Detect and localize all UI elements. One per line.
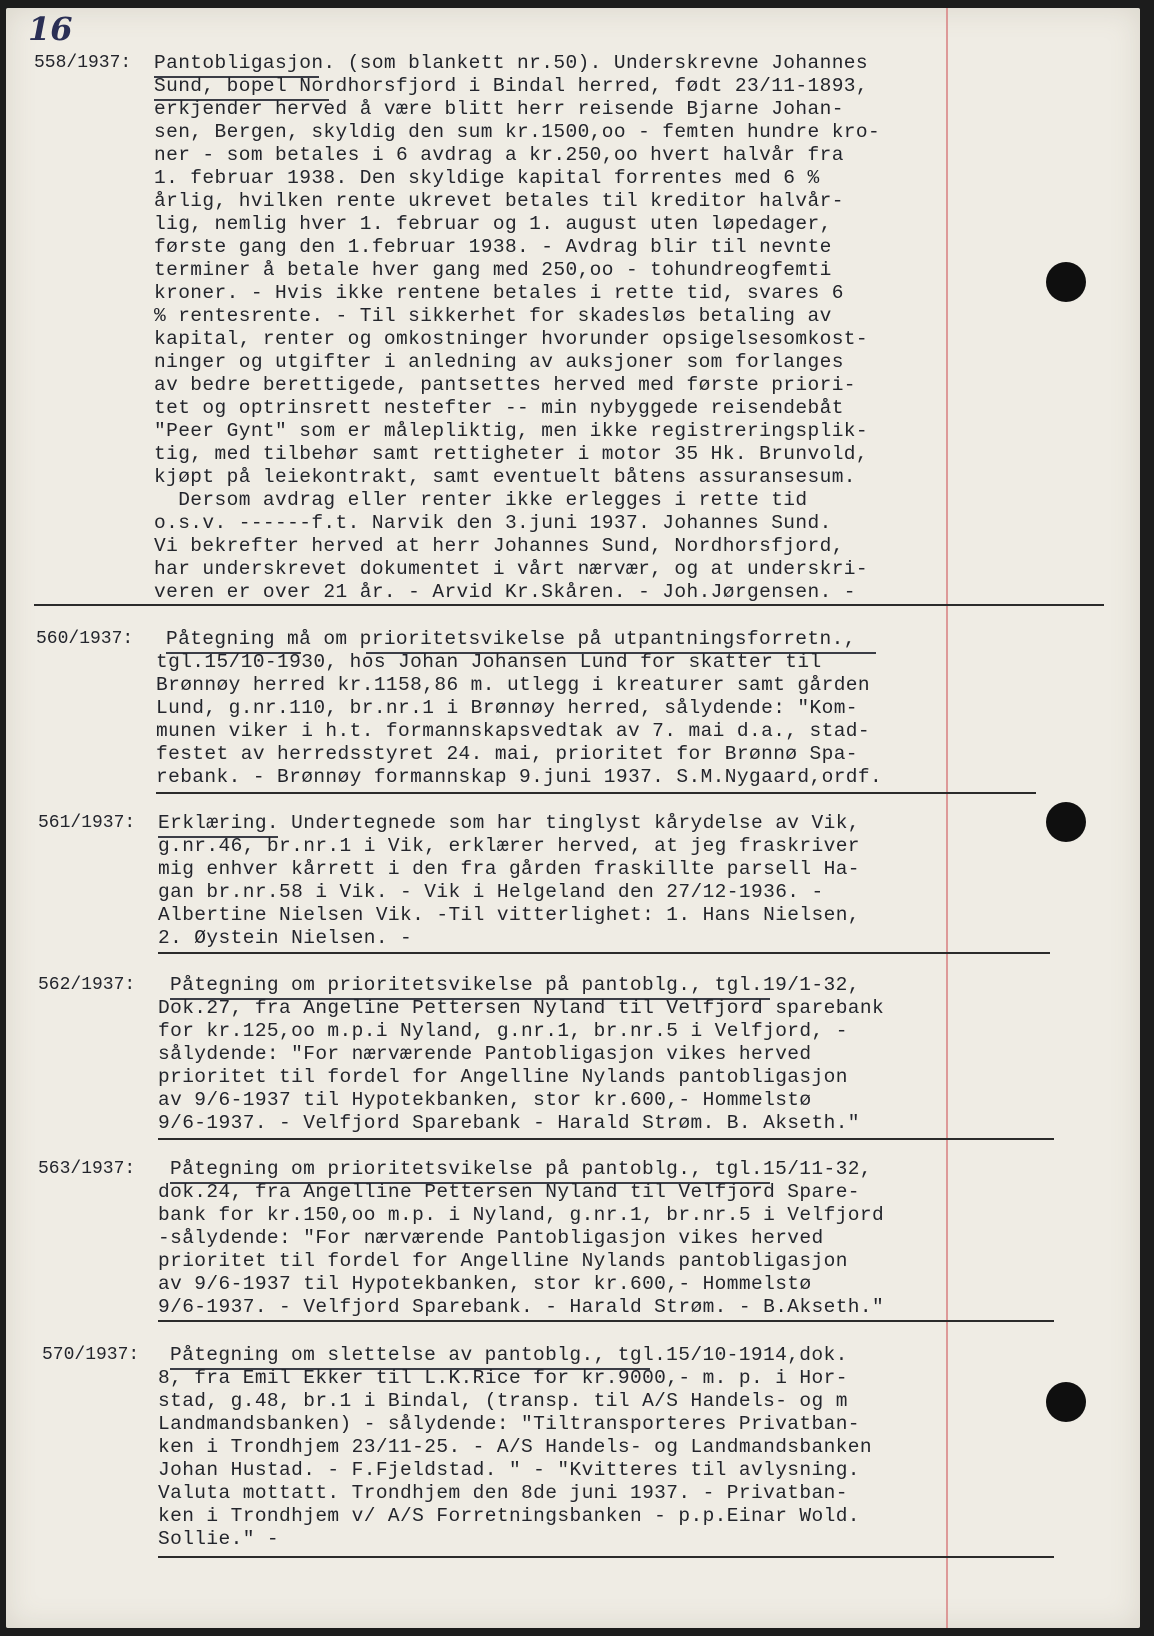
text-line: sålydende: "For nærværende Pantobligasjon vikes herved [158,1043,812,1065]
text-line: mig enhver kårrett i den fra gården fraskillte parsell Ha- [158,858,860,880]
text-line: Valuta mottatt. Trondhjem den 8de juni 1937. - Privatban- [158,1482,848,1504]
text-line: Johan Hustad. - F.Fjeldstad. " - "Kvitteres til avlysning. [158,1459,860,1481]
text-line: 9/6-1937. - Velfjord Sparebank. - Harald Strøm. - B.Akseth." [158,1296,885,1318]
text-line: av bedre berettigede, pantsettes herved med første priori- [154,374,856,396]
entry-divider [158,1320,1054,1322]
text-line: av 9/6-1937 til Hypotekbanken, stor kr.600,- Hommelstø [158,1273,812,1295]
text-line: kapital, renter og omkostninger hvorunder opsigelsesomkost- [154,328,869,350]
text-line: sen, Bergen, skyldig den sum kr.1500,oo - femten hundre kro- [154,121,881,143]
text-line: for kr.125,oo m.p.i Nyland, g.nr.1, br.nr.5 i Velfjord, - [158,1020,848,1042]
binder-hole [1046,1382,1086,1422]
text-line: kroner. - Hvis ikke rentene betales i rette tid, svares 6 [154,282,844,304]
entry-divider [34,604,1104,606]
text-line: Erklæring. Undertegnede som har tinglyst kårydelse av Vik, [158,812,860,834]
entry-divider [158,1138,1054,1140]
ledger-page [6,8,1140,1628]
text-line: av 9/6-1937 til Hypotekbanken, stor kr.600,- Hommelstø [158,1089,812,1111]
text-line: første gang den 1.februar 1938. - Avdrag blir til nevnte [154,236,832,258]
text-line: o.s.v. ------f.t. Narvik den 3.juni 1937. Johannes Sund. [154,512,832,534]
text-line: erkjender herved å være blitt herr reisende Bjarne Johan- [154,98,844,120]
margin-line [946,8,948,1628]
text-line: Sund, bopel Nordhorsfjord i Bindal herred, født 23/11-1893, [154,75,869,97]
text-line: ken i Trondhjem v/ A/S Forretningsbanken - p.p.Einar Wold. [158,1505,860,1527]
text-line: bank for kr.150,oo m.p. i Nyland, g.nr.1, br.nr.5 i Velfjord [158,1204,885,1226]
entry-divider [156,792,1036,794]
text-line: Sollie." - [158,1528,280,1550]
text-line: % rentesrente. - Til sikkerhet for skadesløs betaling av [154,305,832,327]
entry-number: 558/1937: [34,53,132,73]
text-line: prioritet til fordel for Angelline Nylands pantobligasjon [158,1066,848,1088]
entry-number: 570/1937: [42,1345,140,1365]
text-line: årlig, hvilken rente ukrevet betales til kreditor halvår- [154,190,844,212]
entry-divider [158,1556,1054,1558]
text-line: munen viker i h.t. formannskapsvedtak av 7. mai d.a., stad- [156,720,871,742]
text-line: g.nr.46, br.nr.1 i Vik, erklærer herved, at jeg fraskriver [158,835,860,857]
text-line: Påtegning må om prioritetsvikelse på utpantningsforretn., [166,628,856,650]
text-line: gan br.nr.58 i Vik. - Vik i Helgeland den 27/12-1936. - [158,881,824,903]
text-line: 8, fra Emil Ekker til L.K.Rice for kr.9000,- m. p. i Hor- [158,1367,848,1389]
text-line: veren er over 21 år. - Arvid Kr.Skåren. - Joh.Jørgensen. - [154,581,856,603]
text-line: Landmandsbanken) - sålydende: "Tiltransporteres Privatban- [158,1413,860,1435]
text-line: Påtegning om prioritetsvikelse på pantoblg., tgl.19/1-32, [170,974,860,996]
text-line: 9/6-1937. - Velfjord Sparebank - Harald Strøm. B. Akseth." [158,1112,860,1134]
text-line: festet av herredsstyret 24. mai, prioritet for Brønnø Spa- [156,743,858,765]
binder-hole [1046,262,1086,302]
text-line: kjøpt på leiekontrakt, samt eventuelt båtens assuransesum. [154,466,856,488]
text-line: "Peer Gynt" som er målepliktig, men ikke registreringsplik- [154,420,869,442]
text-line: Dersom avdrag eller renter ikke erlegges i rette tid [154,489,808,511]
binder-hole [1046,802,1086,842]
text-line: 1. februar 1938. Den skyldige kapital forrentes med 6 % [154,167,820,189]
text-line: dok.24, fra Angelline Pettersen Nyland til Velfjord Spare- [158,1181,860,1203]
text-line: prioritet til fordel for Angelline Nylands pantobligasjon [158,1250,848,1272]
entry-number: 562/1937: [38,975,136,995]
text-line: ken i Trondhjem 23/11-25. - A/S Handels- og Landmandsbanken [158,1436,873,1458]
text-line: Dok.27, fra Angeline Pettersen Nyland til Velfjord sparebank [158,997,885,1019]
text-line: stad, g.48, br.1 i Bindal, (transp. til A/S Handels- og m [158,1390,848,1412]
text-line: Albertine Nielsen Vik. -Til vitterlighet: 1. Hans Nielsen, [158,904,860,926]
text-line: tet og optrinsrett nestefter -- min nybyggede reisendebåt [154,397,844,419]
text-line: Lund, g.nr.110, br.nr.1 i Brønnøy herred, sålydende: "Kom- [156,697,858,719]
entry-number: 563/1937: [38,1159,136,1179]
text-line: Pantobligasjon. (som blankett nr.50). Underskrevne Johannes [154,52,869,74]
text-line: lig, nemlig hver 1. februar og 1. august uten løpedager, [154,213,832,235]
text-line: Påtegning om prioritetsvikelse på pantoblg., tgl.15/11-32, [170,1158,872,1180]
text-line: Vi bekrefter herved at herr Johannes Sund, Nordhorsfjord, [154,535,844,557]
text-line: -sålydende: "For nærværende Pantobligasjon vikes herved [158,1227,824,1249]
entry-number: 560/1937: [36,629,134,649]
entry-number: 561/1937: [38,813,136,833]
text-line: tgl.15/10-1930, hos Johan Johansen Lund for skatter til [156,651,822,673]
text-line: tig, med tilbehør samt rettigheter i motor 35 Hk. Brunvold, [154,443,869,465]
entry-divider [158,952,1050,954]
text-line: ner - som betales i 6 avdrag a kr.250,oo hvert halvår fra [154,144,844,166]
page-number: 16 [28,10,73,48]
text-line: ninger og utgifter i anledning av auksjoner som forlanges [154,351,844,373]
text-line: 2. Øystein Nielsen. - [158,927,413,949]
text-line: rebank. - Brønnøy formannskap 9.juni 1937. S.M.Nygaard,ordf. [156,766,883,788]
text-line: terminer å betale hver gang med 250,oo - tohundreogfemti [154,259,832,281]
text-line: Påtegning om slettelse av pantoblg., tgl.15/10-1914,dok. [170,1344,848,1366]
text-line: har underskrevet dokumentet i vårt nærvær, og at underskri- [154,558,869,580]
text-line: Brønnøy herred kr.1158,86 m. utlegg i kreaturer samt gården [156,674,871,696]
